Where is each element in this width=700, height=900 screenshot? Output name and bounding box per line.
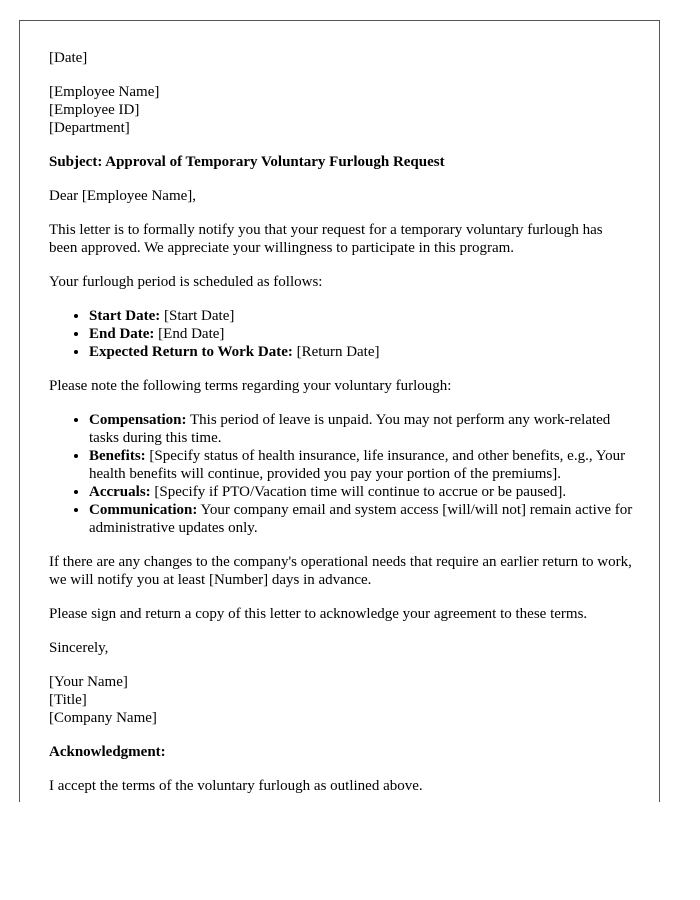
- closing: Sincerely,: [49, 640, 109, 656]
- signer-company: [Company Name]: [49, 710, 157, 726]
- term-label-compensation: Compensation:: [89, 412, 187, 428]
- letter-page: [19, 20, 660, 802]
- list-item: [89, 325, 634, 343]
- acknowledgment-text: I accept the terms of the voluntary furlough as outlined above.: [49, 778, 423, 794]
- signature-block: [49, 673, 634, 727]
- term-value-accruals: [Specify if PTO/Vacation time will continue to accrue or be paused].: [150, 484, 567, 500]
- list-item: [89, 501, 634, 537]
- changes-paragraph: If there are any changes to the company's operational needs that require an earlier return to work, we will notify you at least [Number] days in advance.: [49, 554, 632, 588]
- schedule-label-return: Expected Return to Work Date:: [89, 344, 293, 360]
- intro-paragraph: This letter is to formally notify you that your request for a temporary voluntary furlough has been approved. We appreciate your willingness to participate in this program.: [49, 222, 603, 256]
- list-item: [89, 307, 634, 325]
- schedule-label-end: End Date:: [89, 326, 155, 342]
- letter-body: [49, 49, 634, 802]
- sign-request-paragraph: Please sign and return a copy of this letter to acknowledge your agreement to these terms.: [49, 606, 588, 622]
- schedule-value-return: [Return Date]: [292, 344, 380, 360]
- list-item: [89, 411, 634, 447]
- recipient-block: [49, 49, 634, 67]
- schedule-value-end: [End Date]: [154, 326, 225, 342]
- letter-date: [Date]: [49, 50, 88, 66]
- subject-text: Subject: Approval of Temporary Voluntary Furlough Request: [49, 154, 445, 170]
- employee-block: [49, 83, 634, 137]
- list-item: [89, 483, 634, 501]
- terms-list: [49, 411, 634, 537]
- signer-title: [Title]: [49, 692, 87, 708]
- signer-name: [Your Name]: [49, 674, 128, 690]
- list-item: [89, 447, 634, 483]
- greeting: Dear [Employee Name],: [49, 188, 197, 204]
- term-value-benefits: [Specify status of health insurance, life insurance, and other benefits, e.g., Your health benefits will continue, provided you pay your portion of the premiums].: [89, 448, 626, 482]
- terms-intro: Please note the following terms regarding your voluntary furlough:: [49, 378, 452, 394]
- term-value-compensation: This period of leave is unpaid. You may not perform any work-related tasks during this time.: [89, 412, 611, 446]
- acknowledgment-heading-text: Acknowledgment:: [49, 744, 166, 760]
- schedule-value-start: [Start Date]: [160, 308, 235, 324]
- employee-id: [Employee ID]: [49, 102, 140, 118]
- term-label-accruals: Accruals:: [89, 484, 151, 500]
- employee-name: [Employee Name]: [49, 84, 160, 100]
- schedule-label-start: Start Date:: [89, 308, 161, 324]
- employee-department: [Department]: [49, 120, 130, 136]
- term-label-communication: Communication:: [89, 502, 198, 518]
- term-value-communication: Your company email and system access [will/will not] remain active for administrative updates only.: [89, 502, 633, 536]
- term-label-benefits: Benefits:: [89, 448, 146, 464]
- schedule-list: [49, 307, 634, 361]
- acknowledgment-heading: [49, 743, 634, 761]
- subject-line: [49, 153, 634, 171]
- schedule-intro: Your furlough period is scheduled as follows:: [49, 274, 323, 290]
- list-item: [89, 343, 634, 361]
